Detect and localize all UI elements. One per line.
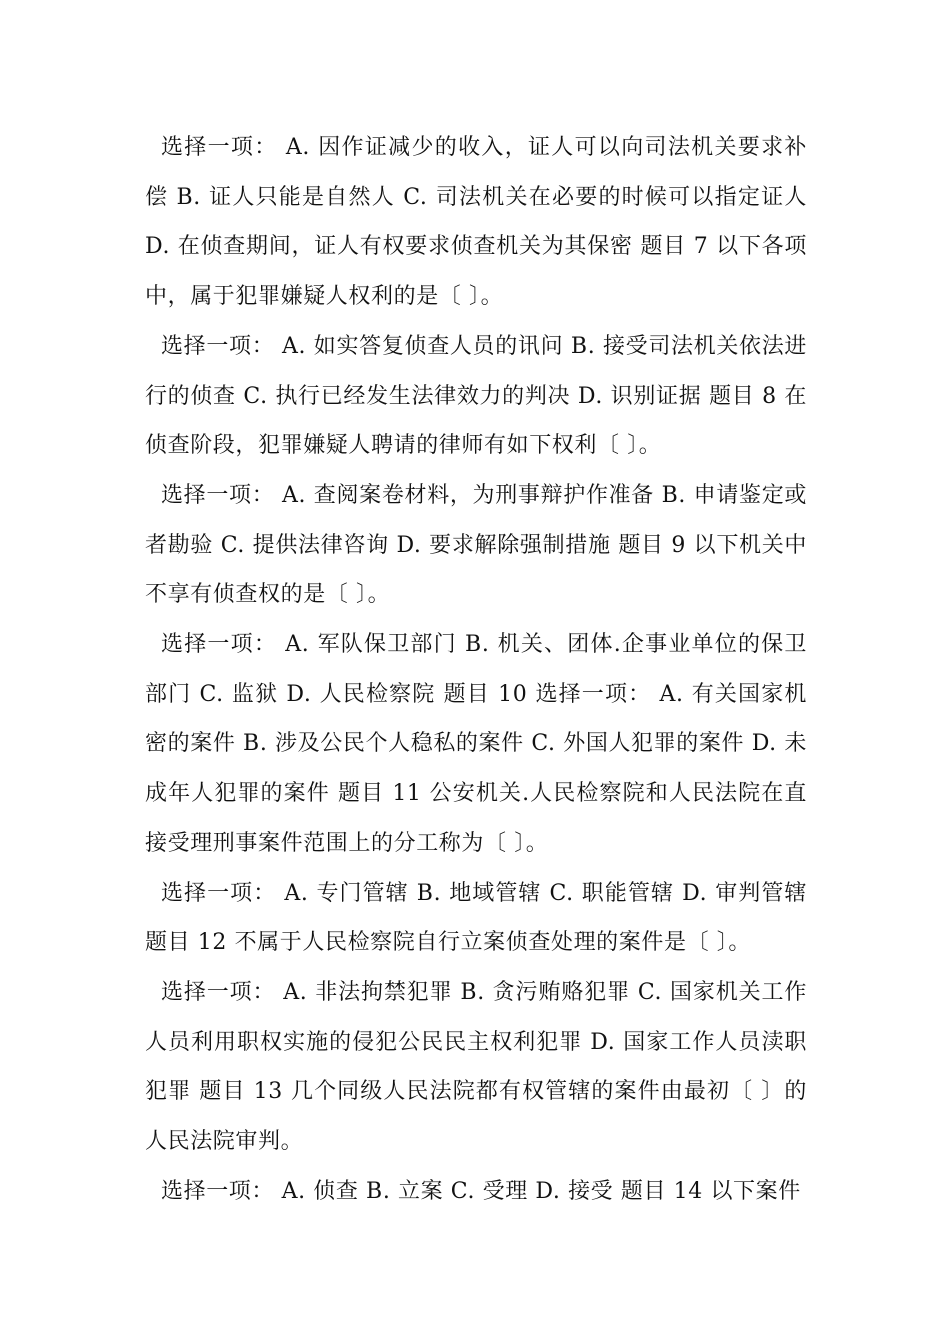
paragraph-7: 选择一项： A. 侦查 B. 立案 C. 受理 D. 接受 题目 14 以下案件: [161, 1178, 801, 1204]
paragraph-3: 选择一项： A. 查阅案卷材料，为刑事辩护作准备 B. 申请鉴定或者勘验 C. 提供法律咨询 D. 要求解除强制措施 题目 9 以下机关中不享有侦查权的是〔 〕。: [145, 482, 807, 608]
paragraph-4: 选择一项： A. 军队保卫部门 B. 机关、团体.企事业单位的保卫部门 C. 监狱 D. 人民检察院 题目 10 选择一项： A. 有关国家机密的案件 B. 涉及公民个人稳私的案件 C. 外国人犯罪的案件 D. 未成年人犯罪的案件 题目 11 公安机关.人民检察院和人民法院在直接受理刑事案件范围上的分工称为〔 〕。: [145, 632, 807, 856]
document-body: [145, 123, 807, 1216]
paragraph-1: 选择一项： A. 因作证减少的收入，证人可以向司法机关要求补偿 B. 证人只能是自然人 C. 司法机关在必要的时候可以指定证人 D. 在侦查期间，证人有权要求侦查机关为其保密 题目 7 以下各项中，属于犯罪嫌疑人权利的是〔 〕。: [145, 135, 807, 310]
paragraph-2: 选择一项： A. 如实答复侦查人员的讯问 B. 接受司法机关依法进行的侦查 C. 执行已经发生法律效力的判决 D. 识别证据 题目 8 在侦查阶段，犯罪嫌疑人聘请的律师有如下权利〔 〕。: [145, 333, 807, 459]
paragraph-6: 选择一项： A. 非法拘禁犯罪 B. 贪污贿赂犯罪 C. 国家机关工作人员利用职权实施的侵犯公民民主权利犯罪 D. 国家工作人员渎职犯罪 题目 13 几个同级人民法院都有权管辖的案件由最初〔 〕的人民法院审判。: [145, 979, 807, 1155]
paragraph-5: 选择一项： A. 专门管辖 B. 地域管辖 C. 职能管辖 D. 审判管辖 题目 12 不属于人民检察院自行立案侦查处理的案件是〔 〕。: [145, 880, 807, 956]
